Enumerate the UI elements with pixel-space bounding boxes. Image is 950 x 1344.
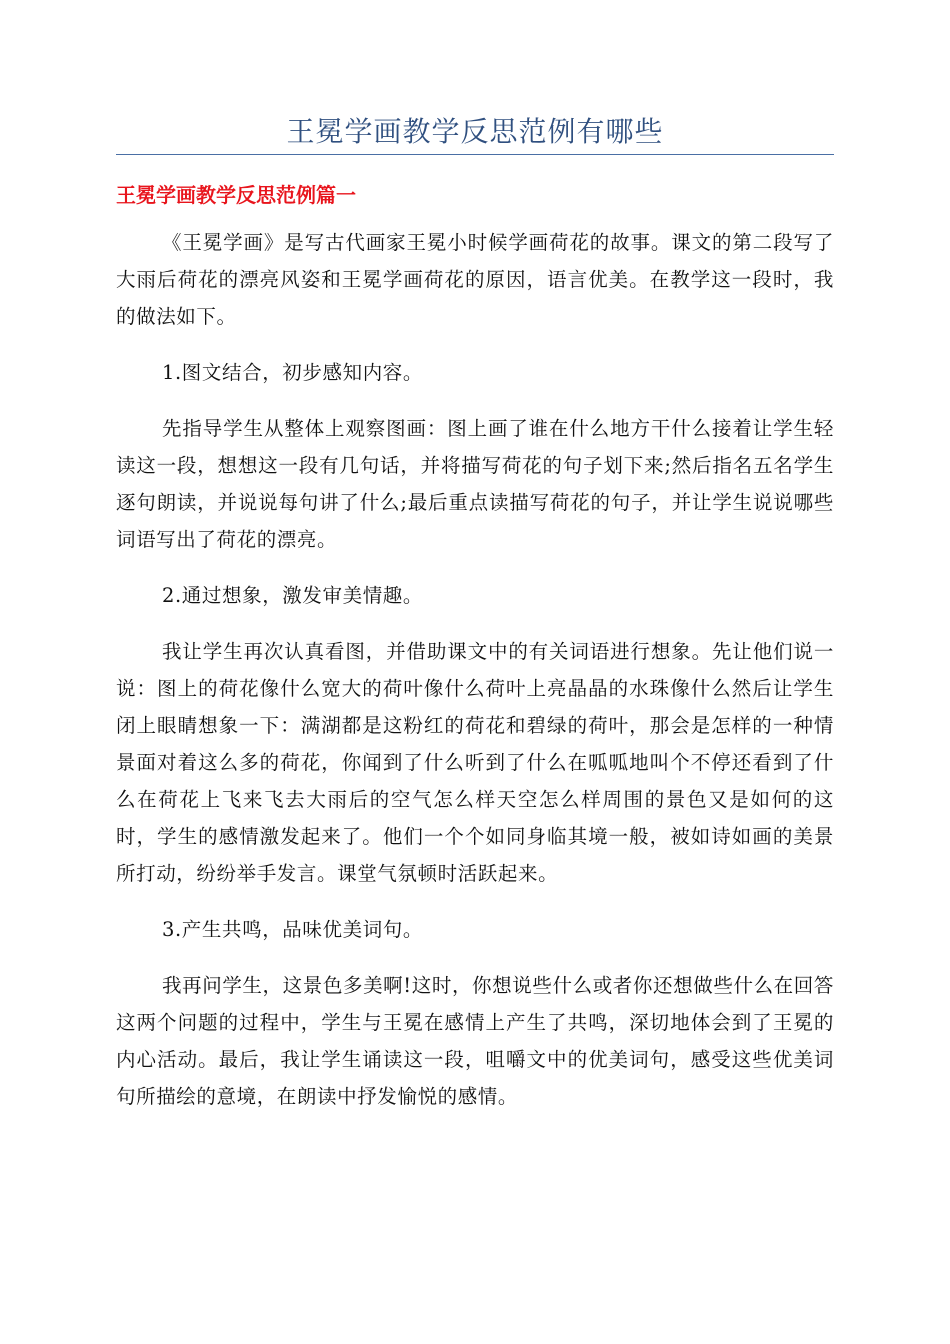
document-body: [116, 224, 834, 1134]
numbered-point: 3.产生共鸣，品味优美词句。: [162, 918, 424, 941]
section-heading: 王冕学画教学反思范例篇一: [116, 183, 356, 207]
numbered-point: 2.通过想象，激发审美情趣。: [162, 584, 424, 607]
body-paragraph: 我让学生再次认真看图，并借助课文中的有关词语进行想象。先让他们说一说：图上的荷花像什么宽大的荷叶像什么荷叶上亮晶晶的水珠像什么然后让学生闭上眼睛想象一下：满湖都是这粉红的荷花和碧绿的荷叶，那会是怎样的一种情景面对着这么多的荷花，你闻到了什么听到了什么在呱呱地叫个不停还看到了什么在荷花上飞来飞去大雨后的空气怎么样天空怎么样周围的景色又是如何的这时，学生的感情激发起来了。他们一个个如同身临其境一般，被如诗如画的美景所打动，纷纷举手发言。课堂气氛顿时活跃起来。: [116, 640, 834, 885]
title-underline: [116, 154, 834, 155]
body-paragraph: 先指导学生从整体上观察图画：图上画了谁在什么地方干什么接着让学生轻读这一段，想想这一段有几句话，并将描写荷花的句子划下来;然后指名五名学生逐句朗读，并说说每句讲了什么;最后重点读描写荷花的句子，并让学生说说哪些词语写出了荷花的漂亮。: [116, 417, 834, 551]
body-paragraph: 我再问学生，这景色多美啊!这时，你想说些什么或者你还想做些什么在回答这两个问题的过程中，学生与王冕在感情上产生了共鸣，深切地体会到了王冕的内心活动。最后，我让学生诵读这一段，咀嚼文中的优美词句，感受这些优美词句所描绘的意境，在朗读中抒发愉悦的感情。: [116, 974, 834, 1108]
body-paragraph: 《王冕学画》是写古代画家王冕小时候学画荷花的故事。课文的第二段写了大雨后荷花的漂亮风姿和王冕学画荷花的原因，语言优美。在教学这一段时，我的做法如下。: [116, 231, 834, 328]
document-title: 王冕学画教学反思范例有哪些: [286, 115, 664, 148]
numbered-point: 1.图文结合，初步感知内容。: [162, 361, 424, 384]
